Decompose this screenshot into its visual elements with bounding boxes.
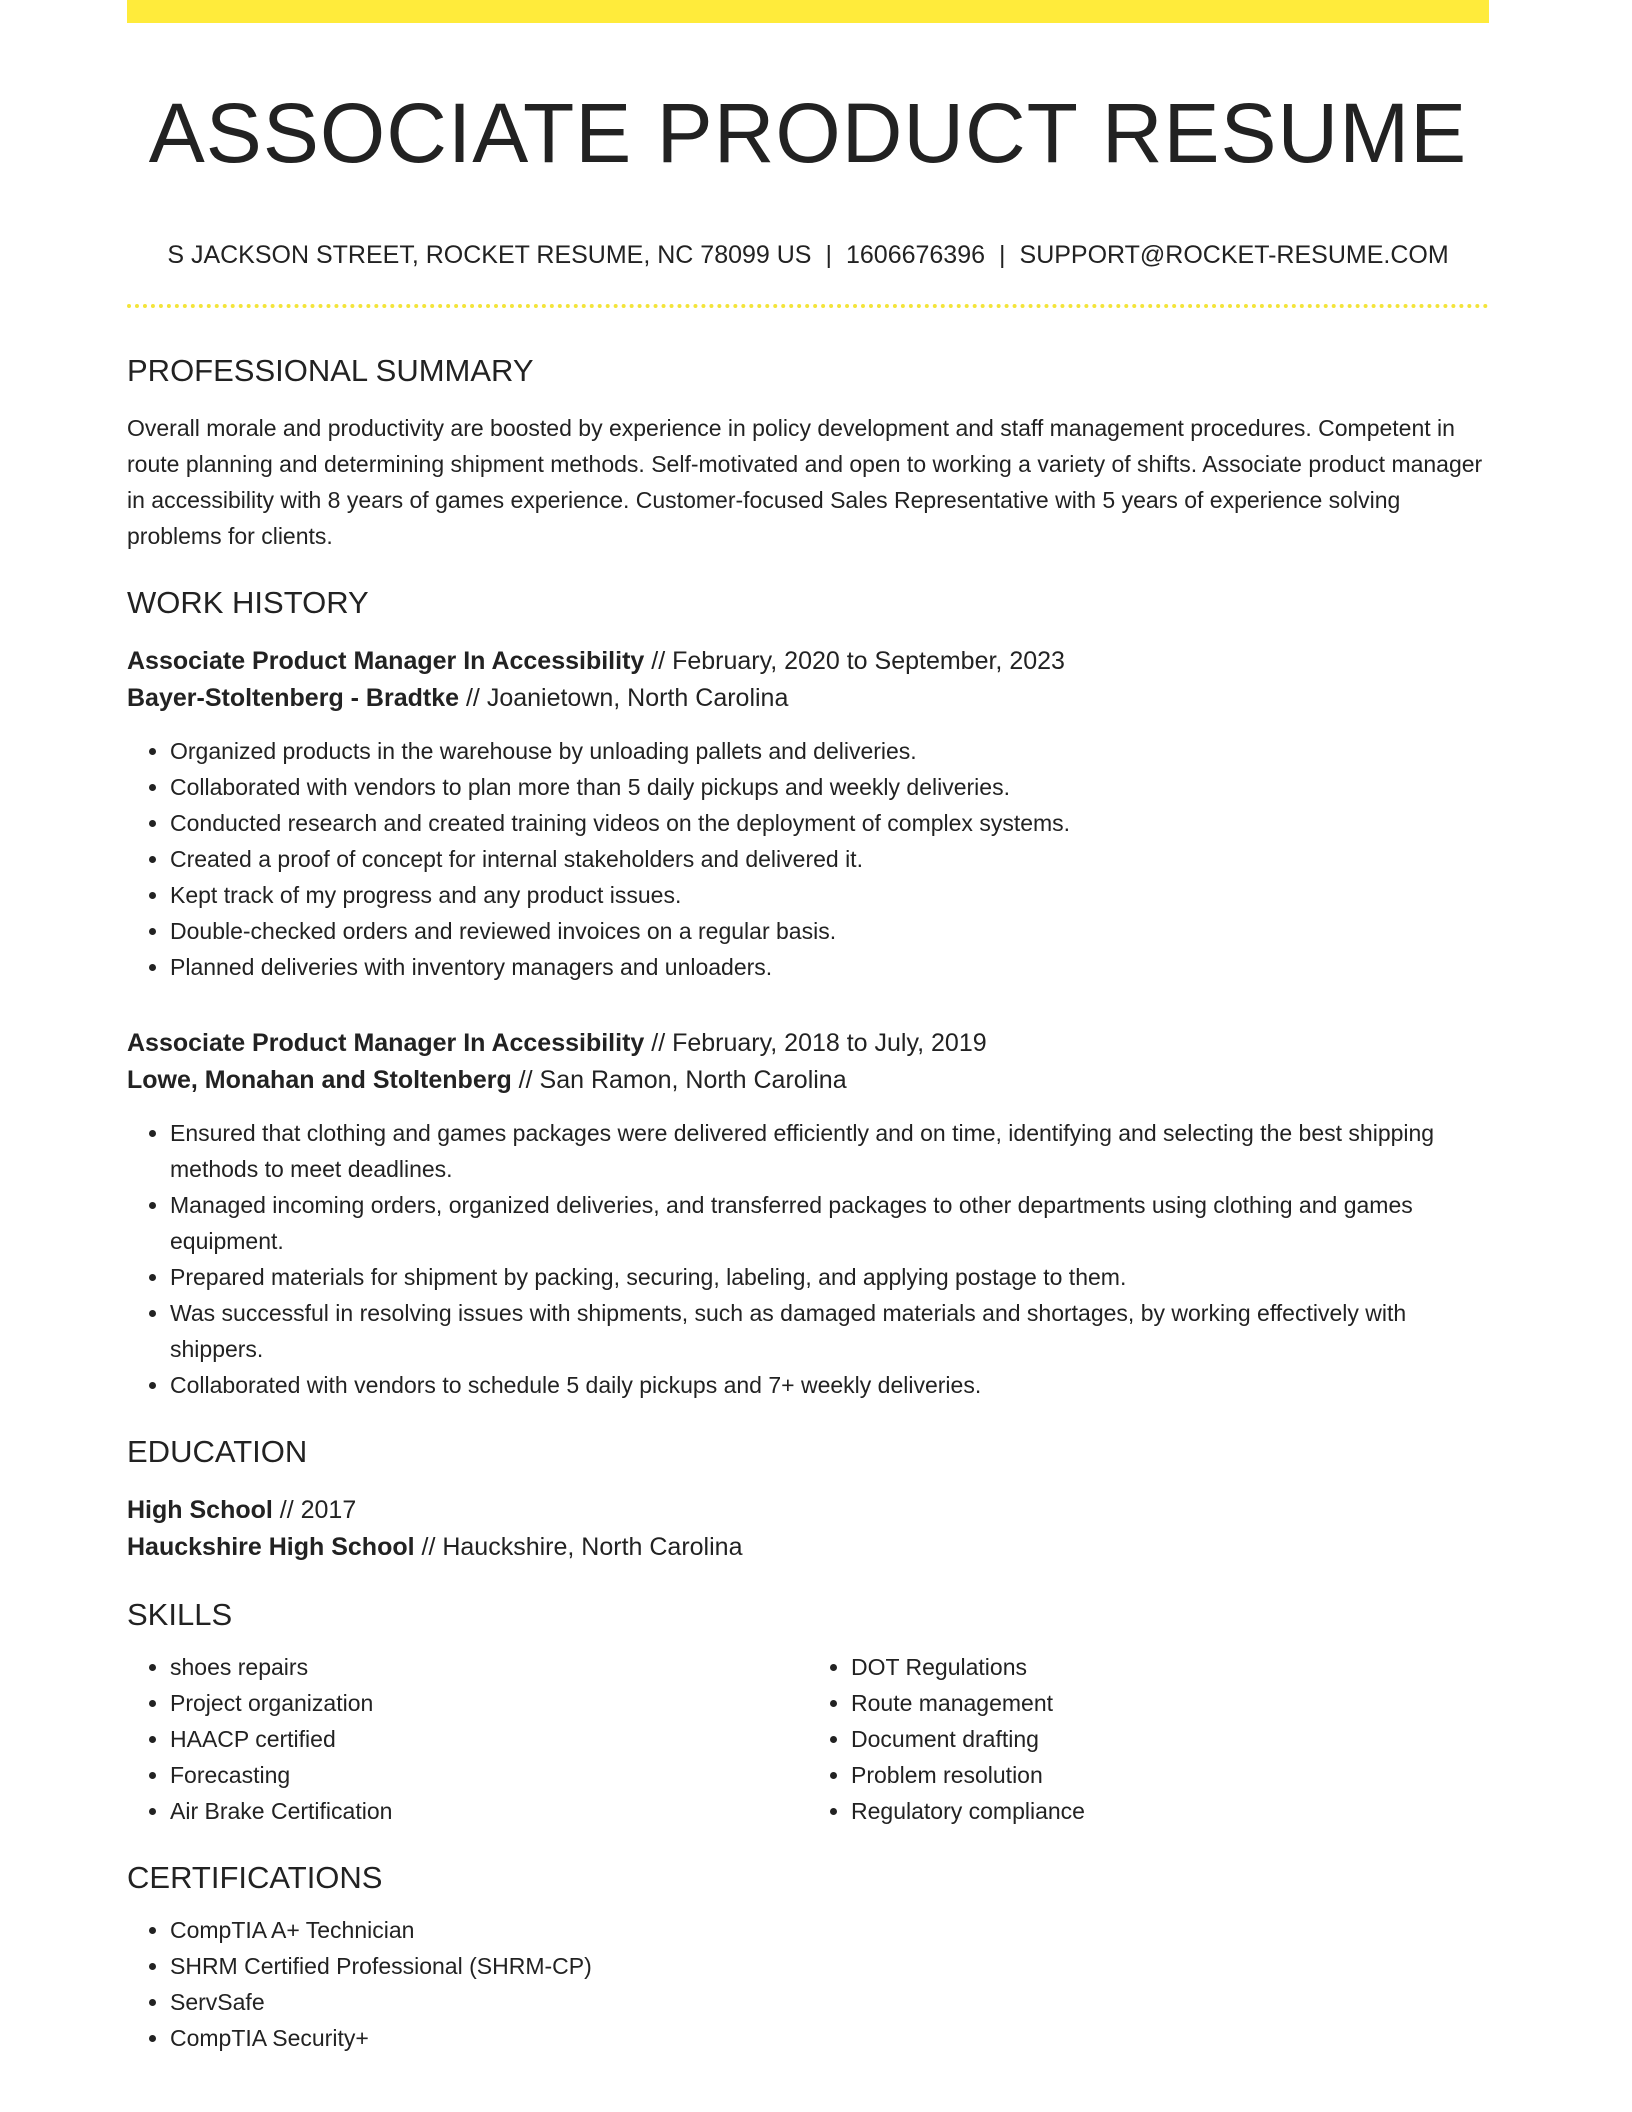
list-item: • Collaborated with vendors to schedule 5 daily pickups and 7+ weekly deliveries. <box>170 1367 1489 1403</box>
certifications-list <box>127 1912 1489 2056</box>
job-title-line <box>127 643 1489 680</box>
contact-separator: | <box>999 241 1006 270</box>
list-item: • Was successful in resolving issues with shipments, such as damaged materials and shortages, by working effectively with shippers. <box>170 1295 1489 1367</box>
skills-columns <box>127 1649 1489 1829</box>
job-dates: // February, 2020 to September, 2023 <box>644 646 1065 675</box>
list-item: • Double-checked orders and reviewed invoices on a regular basis. <box>170 913 1489 949</box>
contact-separator: | <box>825 241 832 270</box>
skills-heading: SKILLS <box>127 1596 233 1632</box>
education-heading: EDUCATION <box>127 1433 308 1469</box>
list-item: • Document drafting <box>851 1721 1489 1757</box>
list-item: • Project organization <box>170 1685 808 1721</box>
summary-text: Overall morale and productivity are boosted by experience in policy development and staff management procedures. Competent in route planning and determining shipment methods. Self-motivated and open to working a variety of shifts. Associate product manager in accessibility with 8 years of games experience. Customer-focused Sales Representative with 5 years of experience solving problems for clients. <box>127 414 1483 549</box>
job-dates: // February, 2018 to July, 2019 <box>644 1028 987 1057</box>
job-entry <box>127 643 1489 985</box>
list-item: • Prepared materials for shipment by packing, securing, labeling, and applying postage to them. <box>170 1259 1489 1295</box>
job-location: // San Ramon, North Carolina <box>511 1065 847 1094</box>
education-degree: High School <box>127 1495 273 1524</box>
education-section <box>127 1433 1489 1566</box>
list-item: • Created a proof of concept for internal stakeholders and delivered it. <box>170 841 1489 877</box>
list-item: • Problem resolution <box>851 1757 1489 1793</box>
summary-section <box>127 352 1489 553</box>
job-title: Associate Product Manager In Accessibility <box>127 646 645 675</box>
dotted-divider <box>127 304 1489 308</box>
list-item: • ServSafe <box>170 1984 1489 2020</box>
contact-line <box>127 241 1489 270</box>
education-year: // 2017 <box>272 1495 357 1524</box>
resume-page <box>127 0 1489 2056</box>
top-accent-bar <box>127 0 1489 23</box>
skills-right-list <box>808 1649 1489 1829</box>
list-item: • Organized products in the warehouse by unloading pallets and deliveries. <box>170 733 1489 769</box>
list-item: • Planned deliveries with inventory managers and unloaders. <box>170 949 1489 985</box>
certifications-section <box>127 1859 1489 2056</box>
email: SUPPORT@ROCKET-RESUME.COM <box>1019 241 1449 270</box>
job-company-line <box>127 1062 1489 1099</box>
phone: 1606676396 <box>845 241 986 270</box>
list-item: • shoes repairs <box>170 1649 808 1685</box>
work-history-section <box>127 584 1489 1403</box>
list-item: • Ensured that clothing and games packages were delivered efficiently and on time, identifying and selecting the best shipping methods to meet deadlines. <box>170 1115 1489 1187</box>
list-item: • CompTIA A+ Technician <box>170 1912 1489 1948</box>
job-company: Lowe, Monahan and Stoltenberg <box>127 1065 512 1094</box>
list-item: • DOT Regulations <box>851 1649 1489 1685</box>
work-history-heading: WORK HISTORY <box>127 584 369 620</box>
list-item: • Managed incoming orders, organized deliveries, and transferred packages to other departments using clothing and games equipment. <box>170 1187 1489 1259</box>
list-item: • Collaborated with vendors to plan more than 5 daily pickups and weekly deliveries. <box>170 769 1489 805</box>
job-company-line <box>127 680 1489 717</box>
job-location: // Joanietown, North Carolina <box>459 683 789 712</box>
job-bullets <box>127 1115 1489 1403</box>
skills-section <box>127 1596 1489 1829</box>
certifications-heading: CERTIFICATIONS <box>127 1860 383 1896</box>
summary-heading: PROFESSIONAL SUMMARY <box>127 353 534 389</box>
list-item: • Air Brake Certification <box>170 1793 808 1829</box>
list-item: • HAACP certified <box>170 1721 808 1757</box>
list-item: • CompTIA Security+ <box>170 2020 1489 2056</box>
resume-title: ASSOCIATE PRODUCT RESUME <box>148 86 1468 180</box>
job-entry <box>127 1025 1489 1403</box>
list-item: • Forecasting <box>170 1757 808 1793</box>
job-company: Bayer-Stoltenberg - Bradtke <box>127 683 460 712</box>
job-title: Associate Product Manager In Accessibility <box>127 1028 645 1057</box>
address: S JACKSON STREET, ROCKET RESUME, NC 78099 US <box>167 241 812 270</box>
list-item: • Conducted research and created training videos on the deployment of complex systems. <box>170 805 1489 841</box>
education-entry <box>127 1492 1489 1566</box>
list-item: • SHRM Certified Professional (SHRM-CP) <box>170 1948 1489 1984</box>
education-school-line <box>127 1529 1489 1566</box>
education-location: // Hauckshire, North Carolina <box>414 1532 743 1561</box>
job-title-line <box>127 1025 1489 1062</box>
list-item: • Regulatory compliance <box>851 1793 1489 1829</box>
job-bullets <box>127 733 1489 985</box>
list-item: • Route management <box>851 1685 1489 1721</box>
list-item: • Kept track of my progress and any product issues. <box>170 877 1489 913</box>
skills-left-list <box>127 1649 808 1829</box>
education-degree-line <box>127 1492 1489 1529</box>
education-school: Hauckshire High School <box>127 1532 415 1561</box>
